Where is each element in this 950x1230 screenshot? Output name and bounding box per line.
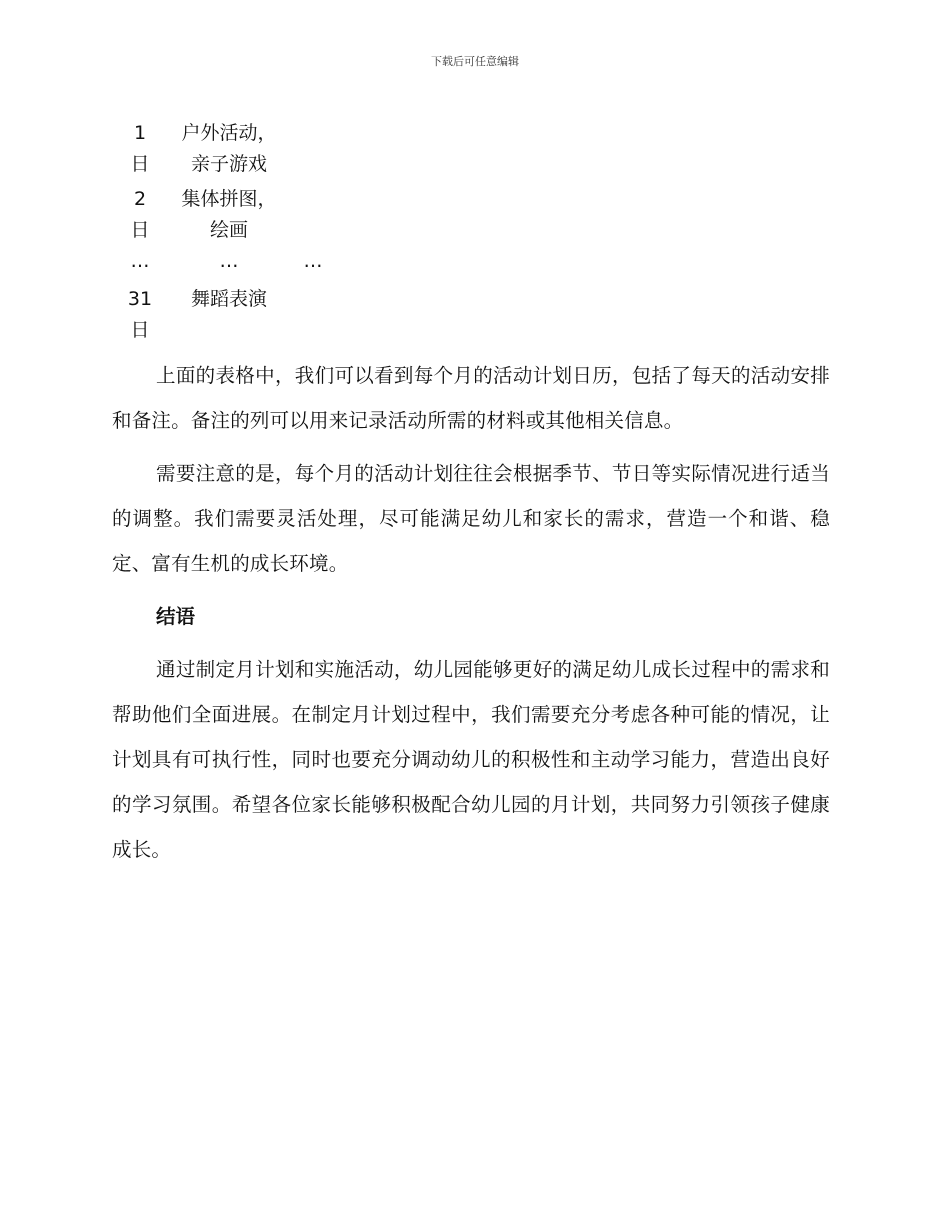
note-cell: … [303, 250, 323, 272]
paragraph-table-explanation: 上面的表格中，我们可以看到每个月的活动计划日历，包括了每天的活动安排和备注。备注的列可以用来记录活动所需的材料或其他相关信息。 [112, 364, 830, 432]
paragraph-adjustment-note: 需要注意的是，每个月的活动计划往往会根据季节、节日等实际情况进行适当的调整。我们需要灵活处理，尽可能满足幼儿和家长的需求，营造一个和谐、稳定、富有生机的成长环境。 [112, 462, 830, 575]
table-row [112, 184, 352, 251]
section-heading-conclusion: 结语 [156, 605, 196, 628]
day-cell: … [130, 250, 150, 272]
day-cell: 2 日 [130, 188, 150, 241]
activity-cell: 集体拼图， 绘画 [181, 188, 277, 241]
paragraph-conclusion: 通过制定月计划和实施活动，幼儿园能够更好的满足幼儿成长过程中的需求和帮助他们全面进展。在制定月计划过程中，我们需要充分考虑各种可能的情况，让计划具有可执行性，同时也要充分调动幼儿的积极性和主动学习能力，营造出良好的学习氛围。希望各位家长能够积极配合幼儿园的月计划，共同努力引领孩子健康成长。 [112, 658, 830, 861]
table-row [112, 284, 352, 351]
activity-cell: 舞蹈表演 [190, 288, 267, 310]
activity-cell: … [219, 250, 239, 272]
day-cell: 31 日 [127, 288, 153, 341]
page-header: 下载后可任意编辑 [431, 55, 519, 68]
document-body [112, 353, 830, 872]
table-row [112, 246, 352, 277]
activity-cell: 户外活动， 亲子游戏 [181, 122, 277, 175]
day-cell: 1 日 [130, 122, 150, 175]
table-row [112, 118, 352, 185]
